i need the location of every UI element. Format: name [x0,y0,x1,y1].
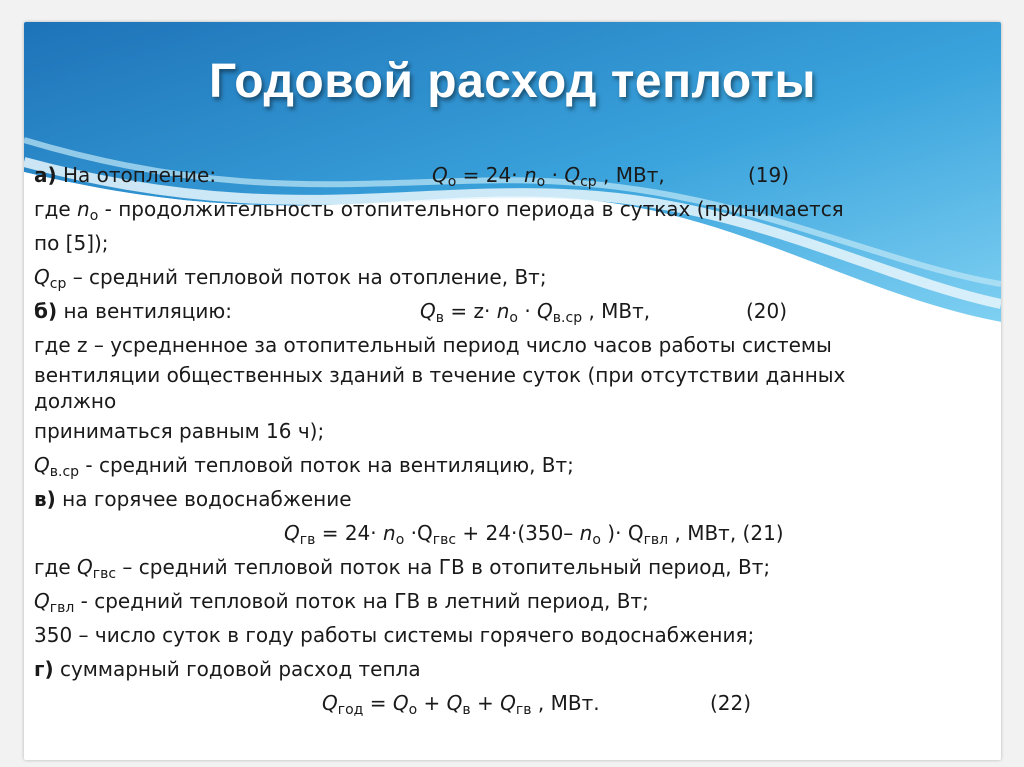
equation-number-21: (21) [742,521,784,545]
line-qcp-definition: $Q_{ср}$ – средний тепловой поток на отопление, Вт; [34,265,547,292]
line-gvl-definition: $Q_{гвл}$ - средний тепловой поток на ГВ в летний период, Вт; [34,589,649,616]
formula-20: $Q_в = z\cdot n_о \cdot Q_{в.ср}$ , МВт, [420,299,651,326]
line-z-definition-3: должно [34,389,117,413]
line-gvs-definition: где $Q_{гвс}$ – средний тепловой поток на ГВ в отопительный период, Вт; [34,555,771,582]
total-label: суммарный годовой расход тепла [53,657,421,681]
line-no-definition: где $n_о$ - продолжительность отопительного периода в сутках (принимается [34,197,844,224]
line-ventilation [34,294,994,328]
line-hot-water [34,482,994,516]
equation-number-19: (19) [748,163,790,187]
item-letter-a: а) [34,163,57,187]
formula-19: $Q_о = 24\cdot n_о \cdot Q_{ср}$ , МВт, [432,163,665,190]
line-z-definition-4: приниматься равным 16 ч); [34,419,325,443]
line-heating [34,158,994,192]
item-letter-b: б) [34,299,58,323]
line-formula-21 [34,516,994,550]
line-z-definition: где z – усредненное за отопительный период число часов работы системы [34,333,832,357]
equation-number-22: (22) [710,691,752,715]
line-formula-22 [34,686,994,720]
ventilation-label: на вентиляцию: [57,299,232,323]
line-z-definition-2: вентиляции общественных зданий в течение суток (при отсутствии данных [34,363,846,387]
equation-number-20: (20) [746,299,788,323]
slide [24,22,1001,760]
item-letter-v: в) [34,487,56,511]
formula-21: $Q_{гв} = 24\cdot n_о \cdot Q_{гвс} + 24\cdot(350-$ $n_о$ )· $Q_{гвл}$ , МВт, (21) [284,521,784,548]
line-total [34,652,994,686]
formula-22: $Q_{год} = Q_о + Q_в + Q_{гв}$ , МВт. [322,691,600,718]
slide-title: Годовой расход теплоты [208,55,817,108]
line-no-definition-cont: по [5]); [34,231,109,255]
slide-body [34,158,994,720]
line-qvcp-definition: $Q_{в.ср}$ - средний тепловой поток на вентиляцию, Вт; [34,453,574,480]
item-letter-g: г) [34,657,54,681]
hot-water-label: на горячее водоснабжение [55,487,352,511]
line-days-definition: 350 – число суток в году работы системы горячего водоснабжения; [34,623,755,647]
heating-label: На отопление: [56,163,217,187]
